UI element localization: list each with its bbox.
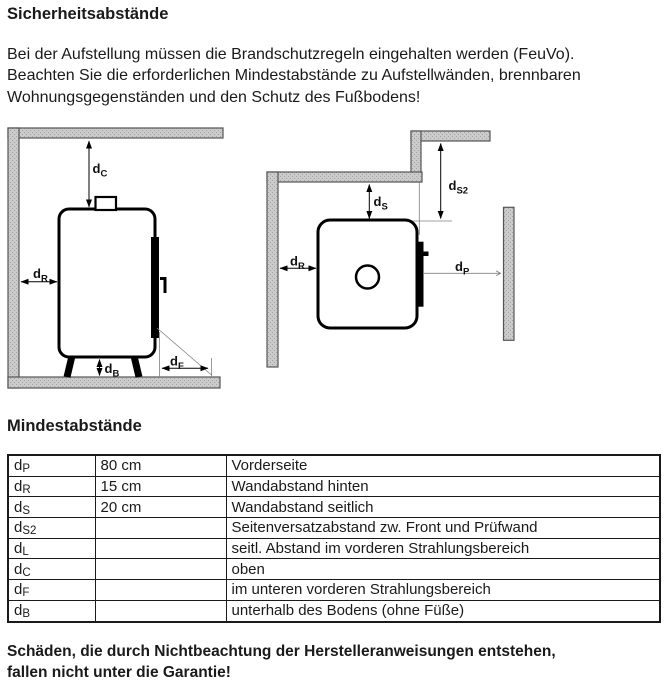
value-cell: 15 cm <box>95 476 226 497</box>
value-cell <box>95 580 226 601</box>
description-cell: Seitenversatzabstand zw. Front und Prüfwand <box>226 518 660 539</box>
value-cell <box>95 559 226 580</box>
table-row <box>8 455 660 476</box>
intro-line: Wohnungsgegenständen und den Schutz des Fußbodens! <box>7 87 662 108</box>
value-cell: 20 cm <box>95 497 226 518</box>
label-df: $d_F$ <box>170 354 184 373</box>
min-distances-table-body <box>8 455 660 622</box>
value-cell <box>95 538 226 559</box>
description-cell: Vorderseite <box>226 455 660 476</box>
table-row <box>8 600 660 621</box>
section-heading: Mindestabstände <box>7 417 142 436</box>
top-view-diagram <box>267 131 514 367</box>
symbol-cell: $d_{S2}$ <box>8 518 95 539</box>
value-cell: 80 cm <box>95 455 226 476</box>
table-row <box>8 476 660 497</box>
stove-body-front <box>59 209 155 357</box>
stove-flue-stub <box>96 197 117 210</box>
table-row <box>8 580 660 601</box>
description-cell: unterhalb des Bodens (ohne Füße) <box>226 600 660 621</box>
top-side-wall <box>267 172 422 182</box>
intro-line: Beachten Sie die erforderlichen Mindestabstände zu Aufstellwänden, brennbaren <box>7 65 662 86</box>
symbol-cell: $d_R$ <box>8 476 95 497</box>
stove-door-front <box>151 237 159 338</box>
description-cell: Wandabstand hinten <box>226 476 660 497</box>
label-ds2: $d_{S2}$ <box>449 178 469 197</box>
symbol-cell: $d_B$ <box>8 600 95 621</box>
symbol-cell: $d_C$ <box>8 559 95 580</box>
stove-leg-left <box>67 356 72 377</box>
warranty-warning <box>7 642 662 683</box>
description-cell: seitl. Abstand im vorderen Strahlungsbereich <box>226 538 660 559</box>
value-cell <box>95 518 226 539</box>
label-dc: $d_C$ <box>93 161 108 180</box>
page-title: Sicherheitsabstände <box>7 5 168 24</box>
stove-flue-circle <box>356 266 379 289</box>
table-row <box>8 538 660 559</box>
warning-line: Schäden, die durch Nichtbeachtung der Herstelleranweisungen entstehen, <box>7 642 662 663</box>
symbol-cell: $d_F$ <box>8 580 95 601</box>
stove-door-top <box>417 242 424 307</box>
intro-line: Bei der Aufstellung müssen die Brandschutzregeln eingehalten werden (FeuVo). <box>7 44 662 65</box>
top-rear-wall <box>267 172 278 367</box>
warning-line: fallen nicht unter die Garantie! <box>7 663 662 683</box>
description-cell: oben <box>226 559 660 580</box>
stove-door-handle-top <box>424 252 429 257</box>
front-ceiling-wall <box>8 128 223 138</box>
label-dp: $d_P$ <box>455 259 470 278</box>
symbol-cell: $d_L$ <box>8 538 95 559</box>
value-cell <box>95 600 226 621</box>
table-row <box>8 559 660 580</box>
symbol-cell: $d_P$ <box>8 455 95 476</box>
safety-distance-diagrams <box>0 120 669 392</box>
stove-leg-right <box>134 356 139 377</box>
symbol-cell: $d_S$ <box>8 497 95 518</box>
front-rear-wall <box>8 128 19 388</box>
min-distances-table <box>7 454 661 623</box>
description-cell: Wandabstand seitlich <box>226 497 660 518</box>
intro-paragraph <box>7 44 662 108</box>
stove-door-handle <box>160 279 165 294</box>
label-ds: $d_S$ <box>374 194 388 213</box>
top-test-wall <box>504 207 515 340</box>
table-row <box>8 518 660 539</box>
label-dr-top: $d_R$ <box>290 254 305 273</box>
label-dr-front: $d_R$ <box>33 266 48 285</box>
description-cell: im unteren vorderen Strahlungsbereich <box>226 580 660 601</box>
table-row <box>8 497 660 518</box>
front-view-diagram <box>8 128 223 388</box>
label-db: $d_B$ <box>105 361 120 380</box>
top-upper-wall <box>411 131 490 141</box>
